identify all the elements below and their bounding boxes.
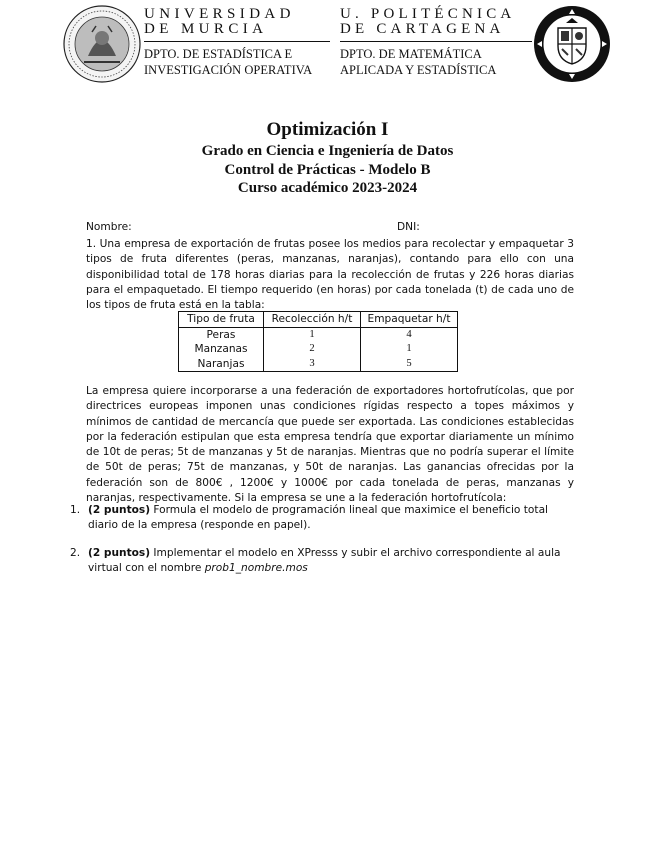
name-label: Nombre: bbox=[86, 221, 132, 233]
institution-left bbox=[144, 7, 295, 37]
university-seal-icon bbox=[62, 4, 142, 84]
institution-right bbox=[340, 7, 515, 37]
list-item bbox=[70, 546, 574, 577]
exam-title: Control de Prácticas - Modelo B bbox=[224, 161, 431, 178]
problem-description: La empresa quiere incorporarse a una federación de exportadores hortofrutícolas, que por directrices europeas imponen unas condiciones rígidas respecto a topes máximos y mínimos de cantidad de mercancía que puede ser exportada. Las condiciones establecidas por la federación estipulan que esta empresa tendría que exportar diariamente un mínimo de 10t de peras; 5t de manzanas y 5t de naranjas. Mientras que no podría superar el límite de 50t de peras; 75t de manzanas, y 50t de naranjas. Las ganancias ofrecidas por la federación son de 800€ , 1200€ y 1000€ por cada tonelada de peras, manzanas y naranjas, respectivamente. Si la empresa se une a la federación hortofrutícola: bbox=[86, 385, 574, 505]
table-header-cell: Empaquetar h/t bbox=[361, 312, 458, 328]
university-seal-icon bbox=[532, 4, 612, 84]
institution-right-line-2: DE CARTAGENA bbox=[340, 21, 505, 37]
table-cell: 1 bbox=[264, 327, 361, 342]
course-title: Optimización I bbox=[266, 119, 389, 140]
table-cell: Peras bbox=[179, 327, 264, 342]
institution-left-line-1: UNIVERSIDAD bbox=[144, 6, 295, 22]
fruit-time-table bbox=[178, 311, 458, 372]
degree-title: Grado en Ciencia e Ingeniería de Datos bbox=[201, 143, 454, 159]
table-row bbox=[179, 357, 458, 372]
title-block bbox=[0, 118, 655, 198]
task-number: 1. bbox=[70, 504, 81, 516]
student-info-row bbox=[86, 221, 574, 233]
academic-year: Curso académico 2023-2024 bbox=[237, 180, 418, 196]
table-row bbox=[179, 327, 458, 342]
task-filename: prob1_nombre.mos bbox=[204, 561, 308, 574]
institution-left-line-2: DE MURCIA bbox=[144, 21, 268, 37]
institution-right-line-1: U. POLITÉCNICA bbox=[340, 6, 516, 22]
header-rule-right bbox=[340, 41, 532, 42]
dni-label: DNI: bbox=[397, 221, 420, 233]
table-row bbox=[179, 342, 458, 357]
table-cell: Naranjas bbox=[179, 357, 264, 372]
table-cell: Manzanas bbox=[179, 342, 264, 357]
department-left-line-1: DPTO. DE ESTADÍSTICA E bbox=[144, 47, 293, 61]
table-header-cell: Tipo de fruta bbox=[179, 312, 264, 328]
task-list bbox=[70, 503, 574, 576]
task-points: (2 puntos) bbox=[88, 504, 151, 516]
table-cell: 2 bbox=[264, 342, 361, 357]
department-right-line-2: APLICADA Y ESTADÍSTICA bbox=[340, 63, 497, 77]
problem-intro: 1. Una empresa de exportación de frutas posee los medios para recolectar y empaquetar 3 tipos de fruta diferentes (peras, manzanas, naranjas), contando para ello con una disponibilidad total de 178 horas diarias para la recolección de frutas y 226 horas diarias para el empaquetado. El tiempo requerido (en horas) por cada tonelada (t) de cada uno de los tipos de fruta está en la tabla: bbox=[86, 238, 574, 312]
department-left-line-2: INVESTIGACIÓN OPERATIVA bbox=[144, 63, 313, 77]
task-number: 2. bbox=[70, 546, 81, 559]
department-right-line-1: DPTO. DE MATEMÁTICA bbox=[340, 47, 482, 61]
list-item bbox=[70, 503, 574, 534]
table-header-row bbox=[179, 312, 458, 328]
header-rule-left bbox=[144, 41, 330, 42]
task-text: Formula el modelo de programación lineal que maximice el beneficio total diario de la empresa (responde en papel). bbox=[88, 504, 549, 532]
table-cell: 5 bbox=[361, 357, 458, 372]
department-left bbox=[144, 46, 312, 78]
table-header-cell: Recolección h/t bbox=[264, 312, 361, 328]
table-cell: 4 bbox=[361, 327, 458, 342]
task-text: Implementar el modelo en XPresss y subir el archivo correspondiente al aula virtual con el nombre bbox=[88, 546, 561, 574]
department-right bbox=[340, 46, 496, 78]
table-cell: 3 bbox=[264, 357, 361, 372]
table-cell: 1 bbox=[361, 342, 458, 357]
task-points: (2 puntos) bbox=[88, 546, 151, 559]
